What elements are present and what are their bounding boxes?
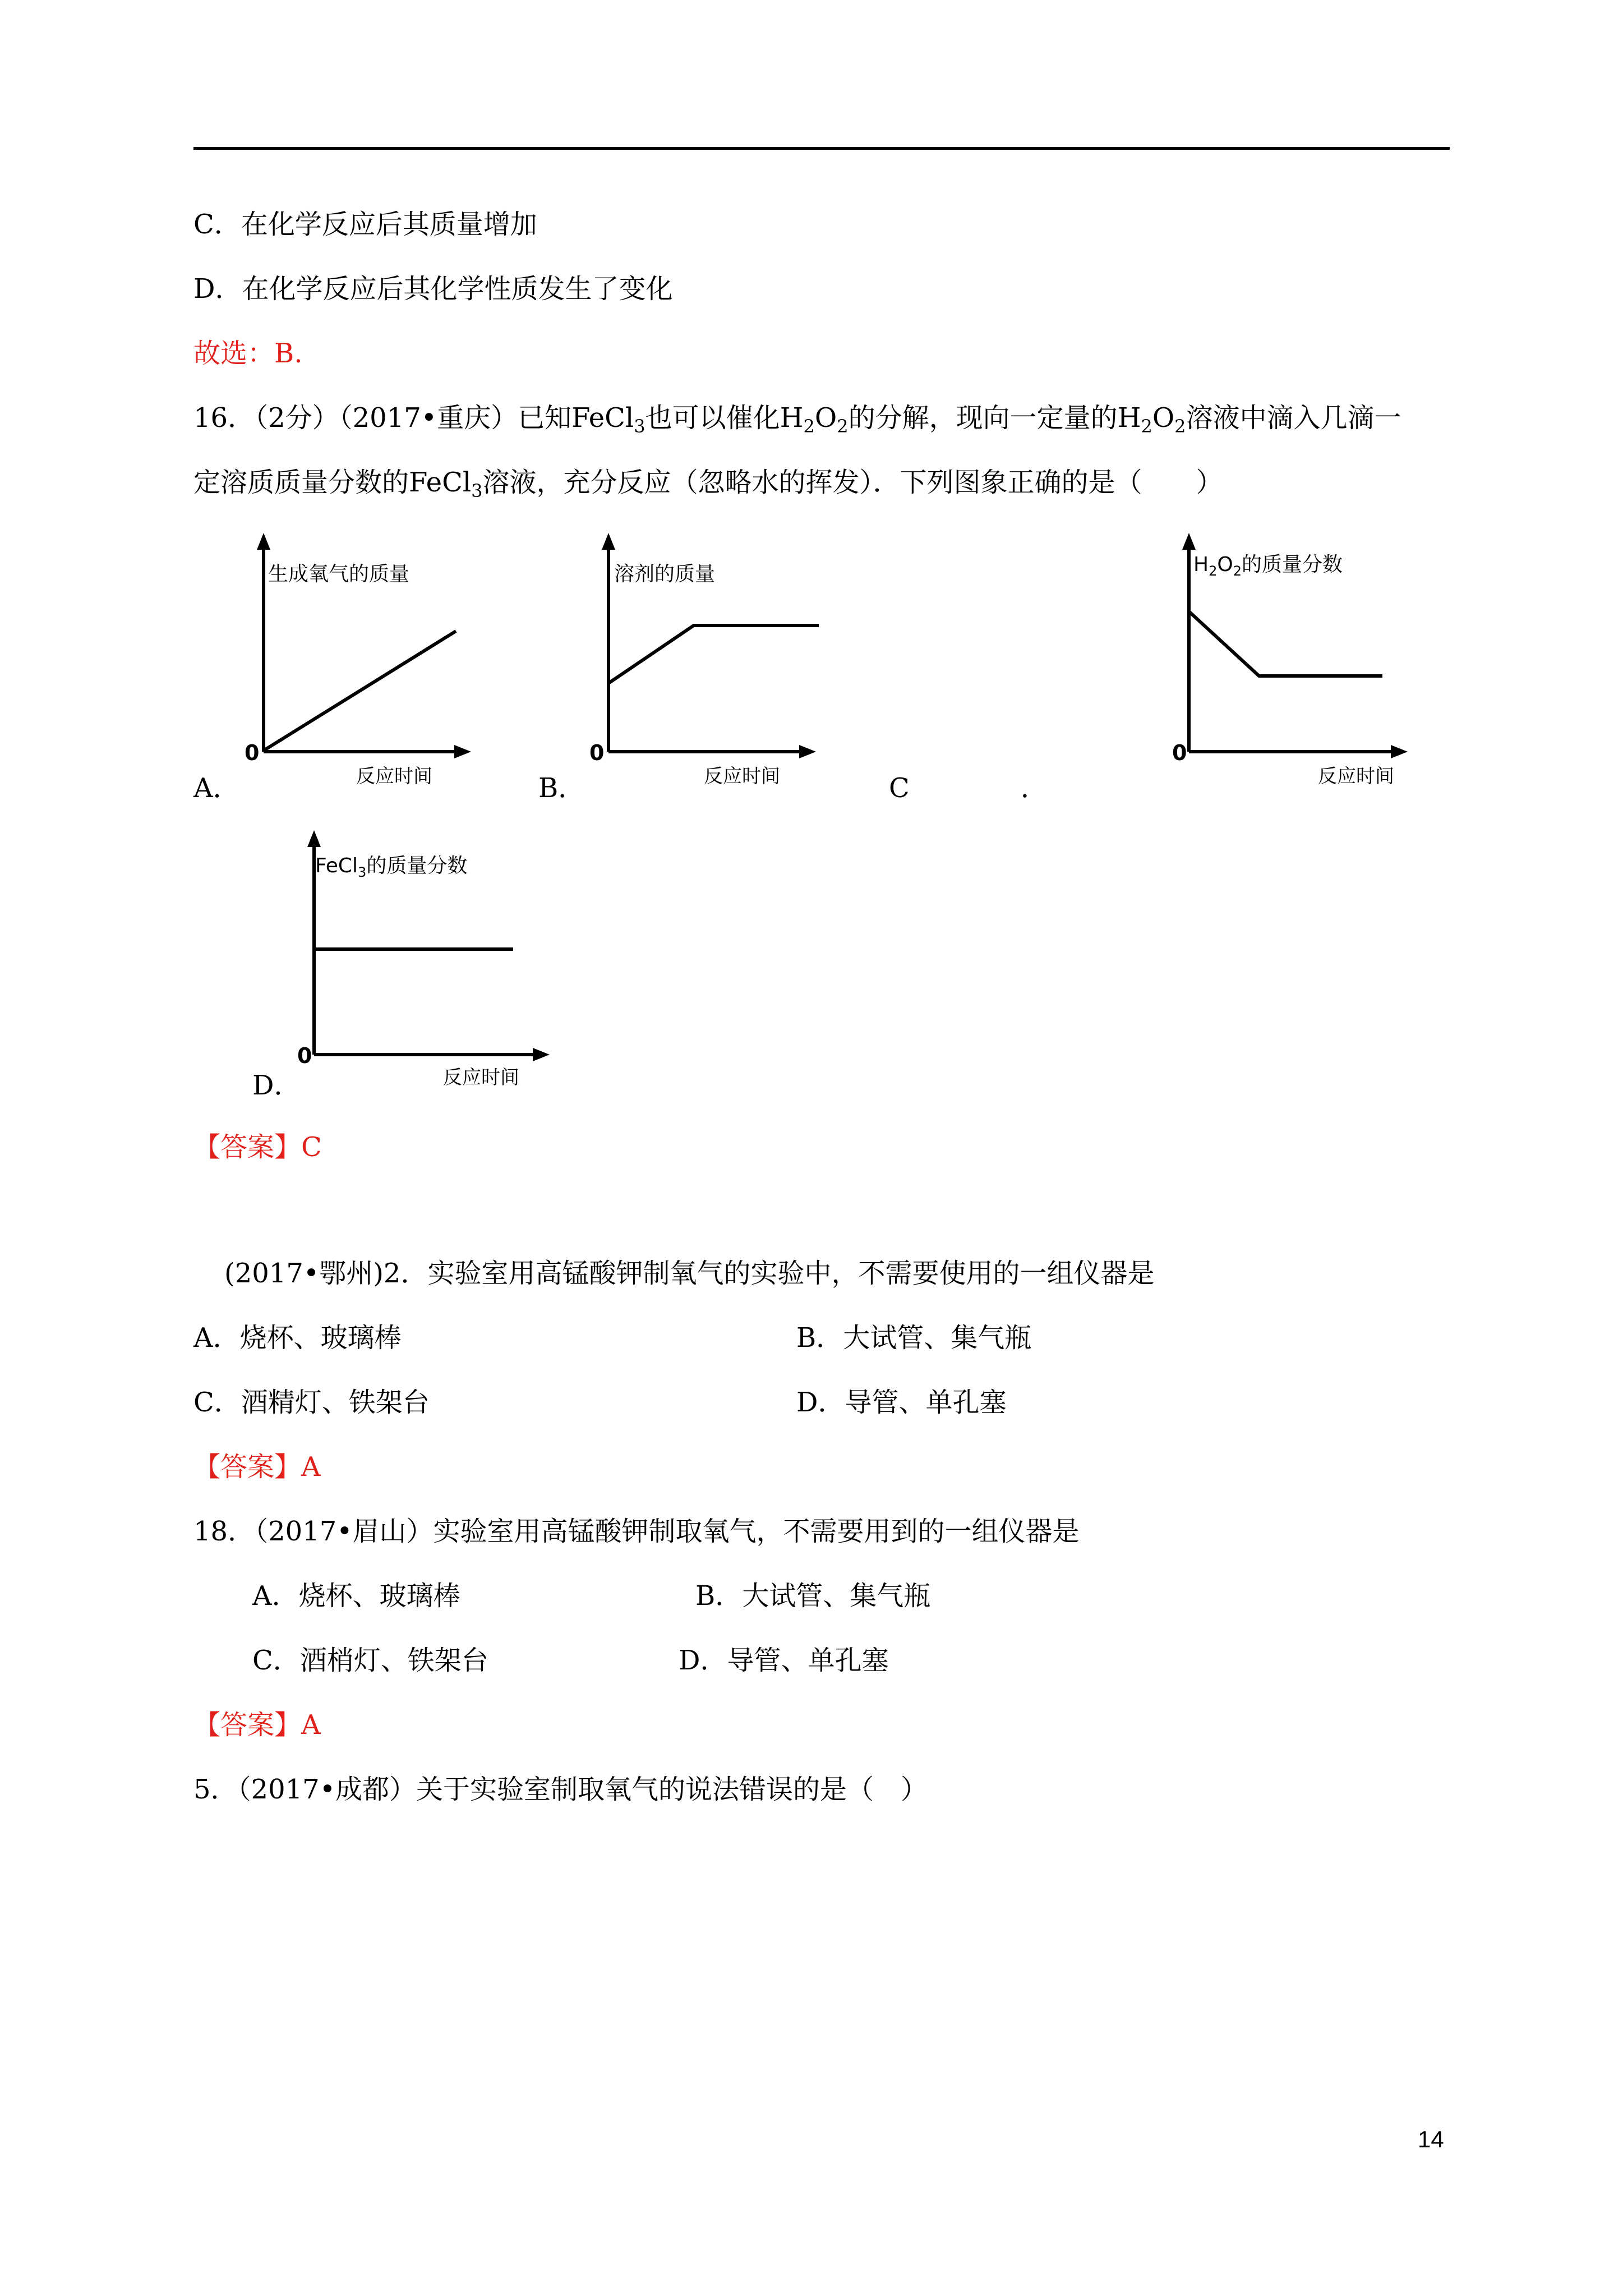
prev-answer: 故选：B. [193, 338, 303, 369]
q-ezhou-option-a: A．烧杯、玻璃棒 [193, 1322, 402, 1354]
graph-a [224, 527, 471, 788]
graph-d [275, 825, 544, 1091]
graph-a-ylabel: 生成氧气的质量 [268, 563, 410, 586]
q16-answer: 【答案】C [193, 1131, 322, 1163]
graph-c-ylabel: $H_2O_2$的质量分数 [1193, 553, 1343, 579]
graph-d-ylabel: FeCl$_3$的质量分数 [315, 854, 468, 880]
q16-option-d-label: D． [252, 1070, 301, 1101]
q18-option-a: A．烧杯、玻璃棒 [252, 1580, 460, 1612]
graph-d-origin: 0 [297, 1043, 312, 1068]
graph-b-xlabel: 反应时间 [704, 765, 780, 788]
page-number: 14 [1418, 2126, 1444, 2152]
q18-option-b: B．大试管、集气瓶 [695, 1580, 931, 1612]
graph-a-xlabel: 反应时间 [356, 765, 432, 788]
q16-stem-line2: 定溶质质量分数的FeCl$_3$溶液，充分反应（忽略水的挥发）．下列图象正确的是（ ） [193, 467, 1223, 501]
graph-b-series-line [608, 625, 819, 683]
graph-c-origin: 0 [1172, 740, 1187, 765]
q-ezhou-stem: (2017•鄂州)2．实验室用高锰酸钾制氧气的实验中，不需要使用的一组仪器是 [224, 1258, 1155, 1289]
prev-option-c: C．在化学反应后其质量增加 [193, 209, 537, 240]
graph-c-xlabel: 反应时间 [1318, 765, 1394, 788]
q16-stem-line1: 16．（2分）（2017•重庆）已知FeCl$_3$也可以催化$H_2O_2$的分解，现向一定量的$H_2O_2$溶液中滴入几滴一 [193, 402, 1401, 437]
q-ezhou-option-d: D．导管、单孔塞 [796, 1387, 1007, 1418]
q16-option-a-label: A． [193, 772, 240, 804]
q-ezhou-answer: 【答案】A [193, 1451, 321, 1483]
q18-option-c: C．酒梢灯、铁架台 [252, 1645, 488, 1676]
q18-answer: 【答案】A [193, 1709, 321, 1741]
header-rule [193, 147, 1450, 150]
graph-c-series-line [1189, 611, 1382, 676]
q-ezhou-option-b: B．大试管、集气瓶 [796, 1322, 1032, 1354]
graph-b-origin: 0 [589, 740, 605, 765]
q18-option-d: D．导管、单孔塞 [679, 1645, 889, 1676]
q16-option-b-label: B． [538, 772, 585, 804]
graph-a-origin: 0 [245, 740, 260, 765]
prev-option-d: D．在化学反应后其化学性质发生了变化 [193, 273, 673, 305]
q-ezhou-option-c: C．酒精灯、铁架台 [193, 1387, 430, 1418]
q18-stem: 18．（2017•眉山）实验室用高锰酸钾制取氧气，不需要用到的一组仪器是 [193, 1516, 1080, 1547]
graph-c [1150, 527, 1408, 788]
graph-a-series-line [264, 631, 456, 751]
graph-b-ylabel: 溶剂的质量 [614, 563, 716, 586]
q16-option-c-label: C [889, 772, 910, 804]
graph-b [569, 527, 816, 788]
graph-d-xlabel: 反应时间 [443, 1066, 519, 1089]
q16-option-c-dot: ． [1021, 772, 1048, 804]
q5-stem: 5．（2017•成都）关于实验室制取氧气的说法错误的是（ ） [193, 1774, 928, 1805]
